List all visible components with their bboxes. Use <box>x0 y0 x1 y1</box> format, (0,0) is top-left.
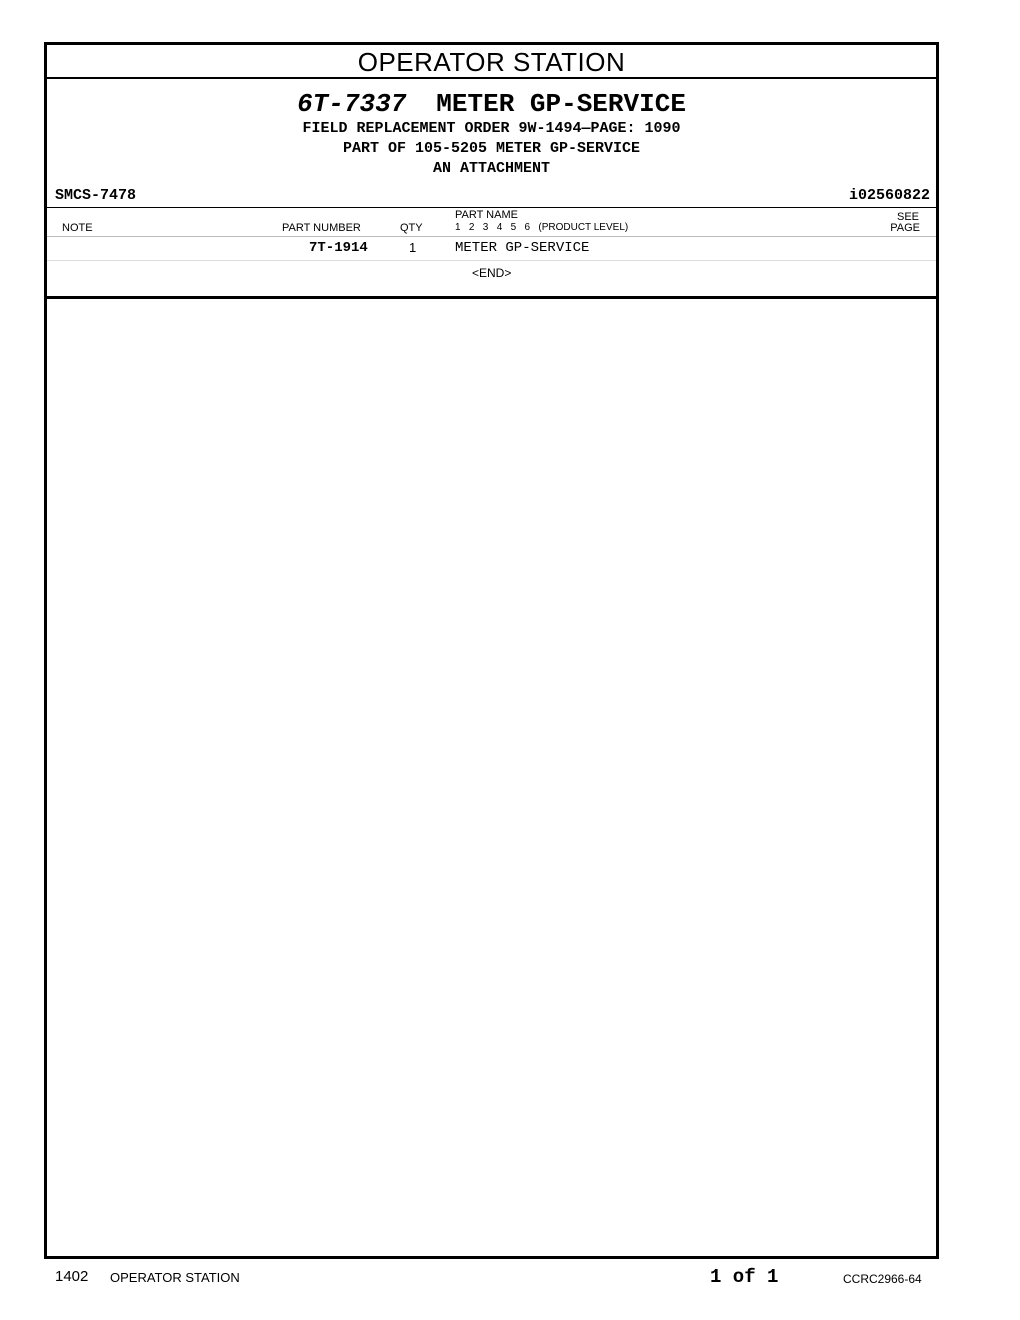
page-footer <box>0 1262 1020 1292</box>
col-page: PAGE <box>890 222 920 234</box>
col-see: SEE <box>896 211 919 223</box>
part-header <box>47 79 936 179</box>
illustration-id: i02560822 <box>848 187 930 204</box>
part-title <box>47 89 936 119</box>
col-product-levels: 1 2 3 4 5 6 (PRODUCT LEVEL) <box>455 222 629 233</box>
page-frame <box>44 42 939 1259</box>
row-part-name: METER GP-SERVICE <box>455 240 590 256</box>
end-marker: <END> <box>472 266 512 280</box>
column-headers <box>47 208 936 237</box>
col-qty: QTY <box>400 222 423 234</box>
header-part-name: METER GP-SERVICE <box>436 89 686 119</box>
table-row <box>47 236 936 261</box>
footer-page-of: 1 of 1 <box>710 1266 779 1288</box>
section-title: OPERATOR STATION <box>47 45 936 79</box>
footer-doc-code: CCRC2966-64 <box>843 1272 922 1286</box>
footer-section: OPERATOR STATION <box>110 1270 240 1285</box>
part-of-line: PART OF 105-5205 METER GP-SERVICE <box>342 140 641 157</box>
field-replacement-order: FIELD REPLACEMENT ORDER 9W-1494—PAGE: 1090 <box>302 120 681 137</box>
row-part-number: 7T-1914 <box>309 240 368 256</box>
end-row <box>47 260 936 299</box>
col-part-name: PART NAME <box>455 209 518 221</box>
col-part-number: PART NUMBER <box>282 222 361 234</box>
header-part-number: 6T-7337 <box>297 89 407 119</box>
footer-page-number: 1402 <box>55 1268 89 1285</box>
row-qty: 1 <box>409 240 417 255</box>
smcs-code: SMCS-7478 <box>55 187 137 204</box>
col-note: NOTE <box>62 222 93 234</box>
codes-bar <box>47 185 936 208</box>
attachment-line: AN ATTACHMENT <box>432 160 551 177</box>
